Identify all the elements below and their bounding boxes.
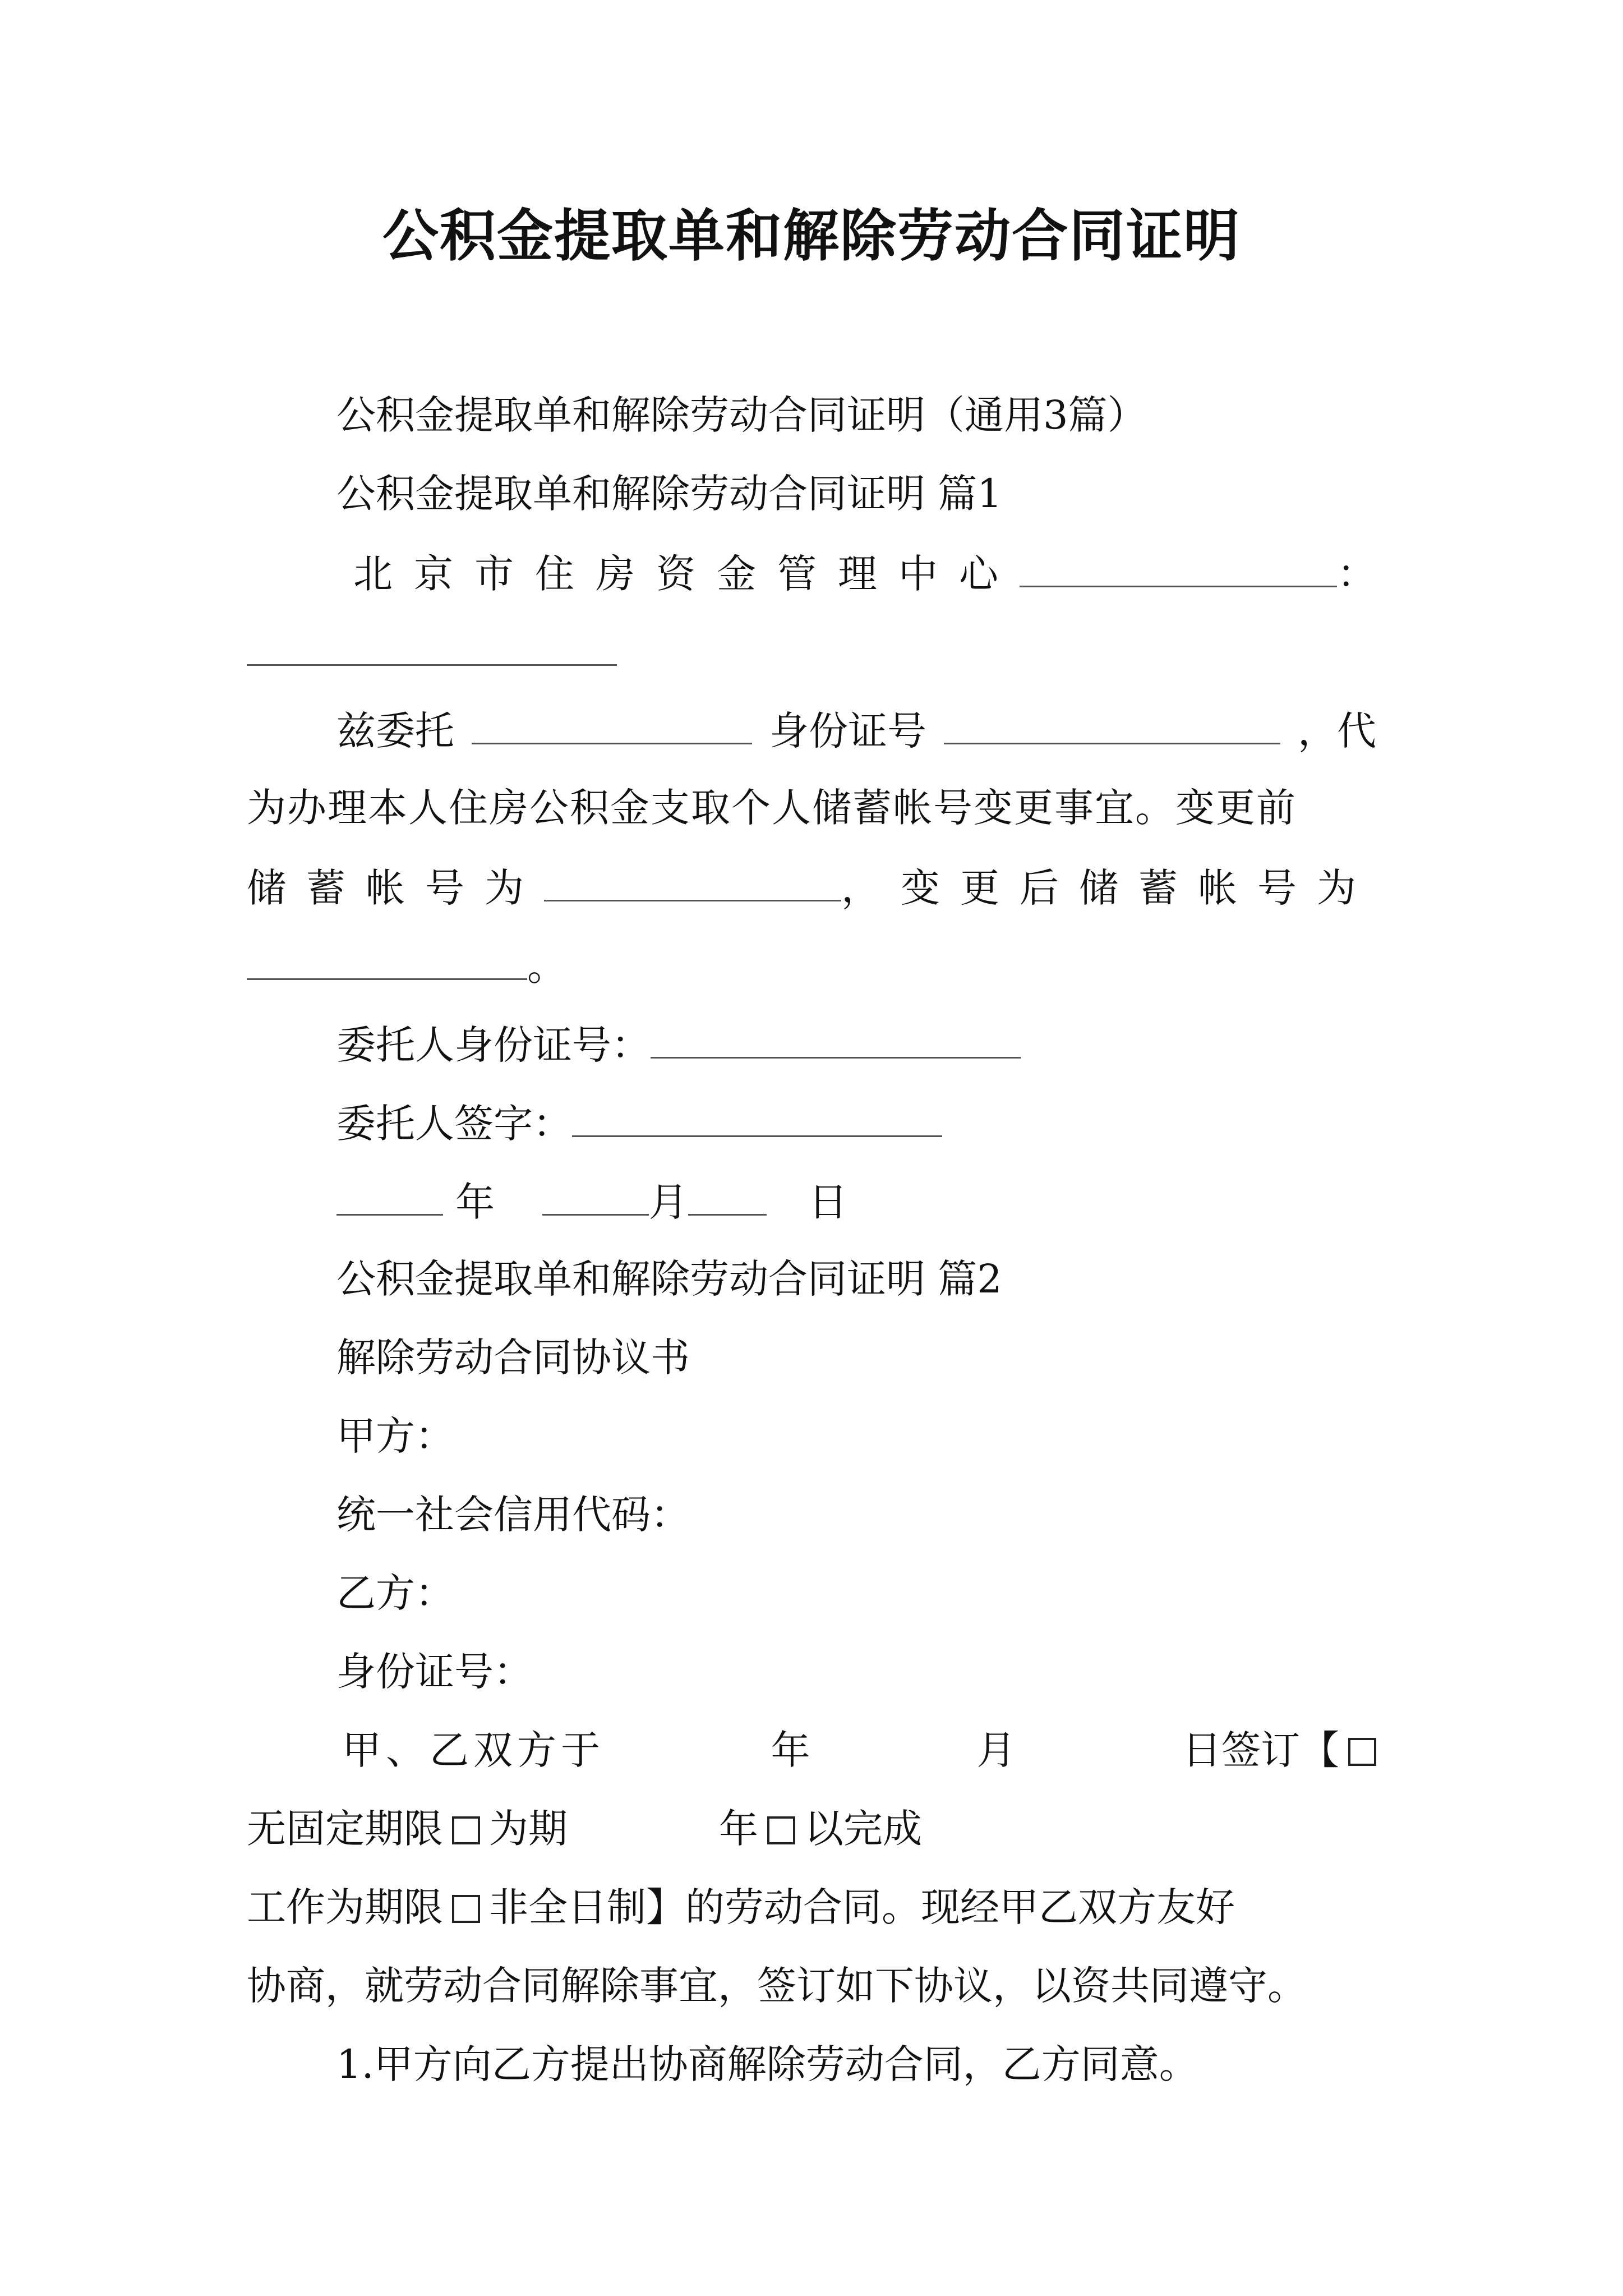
party-b-label: 乙方： (336, 1570, 454, 1616)
month-label: 月 (648, 1179, 688, 1225)
signing-line (342, 1722, 1376, 1778)
document-title: 公积金提取单和解除劳动合同证明 (382, 203, 1241, 269)
agent-name-blank (472, 701, 752, 744)
options-line-2 (247, 1879, 1235, 1935)
credit-code-label: 统一社会信用代码： (336, 1492, 690, 1538)
sign-day-text: 日签订【 (1182, 1727, 1339, 1773)
agreement-title: 解除劳动合同协议书 (336, 1335, 690, 1381)
addressee-colon: ： (1337, 551, 1376, 597)
sign-month: 月 (976, 1727, 1016, 1773)
options-line (247, 1801, 922, 1857)
principal-id-line (336, 1015, 1021, 1073)
account-line (247, 858, 1376, 916)
agreement-body-line: 协商，就劳动合同解除事宜，签订如下协议，以资共同遵守。 (247, 1963, 1307, 2009)
day-label: 日 (808, 1179, 848, 1225)
option-term-prefix: 为期 (489, 1806, 568, 1852)
section1-heading: 公积金提取单和解除劳动合同证明 篇1 (336, 471, 1002, 517)
agent-id-blank (944, 701, 1280, 744)
addressee-line (353, 544, 1376, 602)
addressee-text: 北京市住房资金管理中心 (353, 551, 1020, 597)
option-no-fixed-term: 无固定期限 (247, 1806, 443, 1852)
sign-prefix: 甲、乙双方于 (342, 1727, 605, 1773)
period: 。 (527, 944, 566, 990)
checkbox-part-time[interactable] (452, 1895, 480, 1923)
entrust-line (336, 701, 1376, 759)
year-blank (336, 1172, 443, 1216)
body-line2: 为办理本人住房公积金支取个人储蓄帐号变更事宜。变更前 (247, 785, 1297, 831)
sign-year: 年 (771, 1727, 810, 1773)
addressee-blank-line (247, 623, 617, 680)
before-label: 储蓄帐号为 (247, 865, 544, 911)
month-blank (542, 1172, 649, 1216)
addressee-blank (1020, 544, 1337, 587)
principal-id-label: 委托人身份证号： (336, 1022, 651, 1068)
day-blank (688, 1172, 767, 1216)
entrust-suffix: ，代 (1298, 708, 1376, 754)
checkbox-fixed-term[interactable] (452, 1816, 480, 1844)
document-subtitle: 公积金提取单和解除劳动合同证明（通用3篇） (336, 392, 1147, 438)
option-task-rest: 工作为期限 (247, 1884, 443, 1930)
principal-sign-line (336, 1094, 942, 1152)
checkbox-task-based[interactable] (767, 1816, 795, 1844)
clause-1: 1.甲方向乙方提出协商解除劳动合同，乙方同意。 (336, 2041, 1198, 2087)
id-label: 身份证号 (769, 708, 926, 754)
year-label: 年 (455, 1179, 495, 1225)
date-line (336, 1172, 847, 1230)
addressee-blank-2 (247, 623, 617, 666)
option-task-prefix: 以完成 (804, 1806, 922, 1852)
option-part-time-text: 非全日制】的劳动合同。现经甲乙双方友好 (489, 1884, 1235, 1930)
checkbox-fixed-term-none[interactable] (1348, 1738, 1376, 1766)
after-label: ，变更后储蓄帐号为 (841, 865, 1376, 911)
principal-sign-label: 委托人签字： (336, 1101, 572, 1147)
id-number-label: 身份证号： (336, 1649, 533, 1695)
entrust-prefix: 兹委托 (336, 708, 454, 754)
after-account-line (247, 937, 566, 995)
after-account-blank (247, 937, 527, 980)
party-a-label: 甲方： (336, 1413, 454, 1459)
principal-id-blank (651, 1015, 1021, 1059)
section2-heading: 公积金提取单和解除劳动合同证明 篇2 (336, 1256, 1002, 1302)
option-term-year: 年 (719, 1806, 758, 1852)
principal-sign-blank (572, 1094, 942, 1137)
before-account-blank (544, 858, 841, 901)
